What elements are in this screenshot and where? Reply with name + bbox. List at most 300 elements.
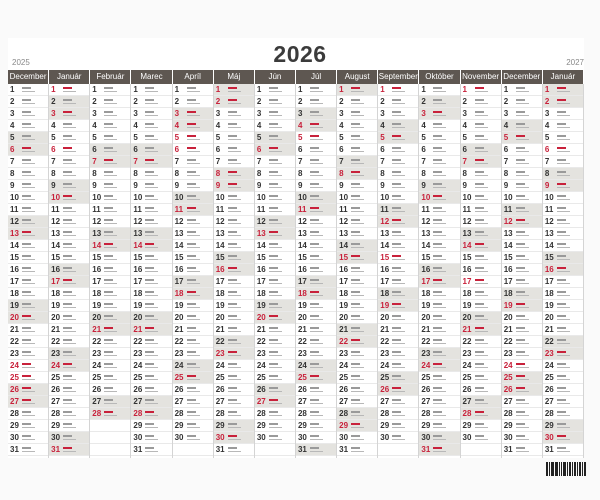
weekday-mark [516, 315, 525, 317]
weekday-mark [269, 207, 278, 209]
day-cell [296, 324, 336, 336]
day-number: 16 [174, 265, 184, 274]
day-number: 28 [544, 409, 554, 418]
day-cell [131, 180, 171, 192]
day-number: 6 [544, 145, 550, 154]
day-cell [8, 204, 48, 216]
day-cell [461, 204, 501, 216]
nameday-mark [22, 415, 35, 416]
nameday-mark [310, 283, 323, 284]
day-cell [296, 252, 336, 264]
day-number: 31 [10, 445, 19, 454]
weekday-mark [228, 267, 237, 269]
weekday-mark [187, 255, 196, 257]
day-cell [131, 84, 171, 96]
nameday-mark [145, 235, 158, 236]
day-cell [8, 432, 48, 444]
day-number: 12 [174, 217, 184, 226]
weekday-mark [22, 351, 31, 353]
nameday-mark [63, 163, 76, 164]
day-cell [49, 444, 89, 456]
day-number: 29 [462, 421, 472, 430]
weekday-mark [351, 195, 360, 197]
day-number: 9 [462, 181, 467, 190]
weekday-mark [433, 207, 442, 209]
day-number: 21 [380, 325, 390, 334]
day-cell [255, 372, 295, 384]
day-cell [90, 192, 130, 204]
day-number: 19 [10, 301, 19, 310]
nameday-mark [516, 247, 529, 248]
day-cell [543, 444, 583, 456]
nameday-mark [269, 379, 282, 380]
day-cell [173, 156, 213, 168]
weekday-mark [187, 351, 196, 353]
day-number: 6 [380, 145, 385, 154]
day-number: 6 [51, 145, 56, 154]
day-number: 24 [174, 361, 184, 370]
weekday-mark [516, 267, 525, 269]
day-cell [214, 420, 254, 432]
day-cell [419, 408, 459, 420]
day-cell [461, 300, 501, 312]
nameday-mark [145, 403, 158, 404]
weekday-mark [269, 399, 278, 401]
nameday-mark [228, 211, 241, 212]
nameday-mark [228, 103, 241, 104]
day-cell [502, 348, 542, 360]
weekday-mark [145, 147, 154, 149]
weekday-mark [145, 159, 154, 161]
weekday-mark [269, 195, 278, 197]
weekday-mark [187, 423, 196, 425]
nameday-mark [392, 163, 405, 164]
day-number: 21 [421, 325, 431, 334]
nameday-mark [557, 235, 570, 236]
weekday-mark [187, 111, 196, 113]
weekday-mark [351, 111, 360, 113]
day-number: 11 [215, 205, 225, 214]
day-cell [214, 312, 254, 324]
nameday-mark [228, 247, 241, 248]
day-number: 2 [133, 97, 138, 106]
nameday-mark [269, 319, 282, 320]
nameday-mark [269, 163, 282, 164]
day-number: 28 [339, 409, 349, 418]
day-cell [296, 408, 336, 420]
day-number: 25 [380, 373, 390, 382]
nameday-mark [351, 367, 364, 368]
day-cell [461, 444, 501, 456]
nameday-mark [228, 151, 241, 152]
nameday-mark [310, 379, 323, 380]
weekday-mark [557, 195, 566, 197]
weekday-mark [145, 123, 154, 125]
day-number: 10 [462, 193, 472, 202]
day-cell [337, 336, 377, 348]
day-number: 28 [215, 409, 225, 418]
day-number: 19 [421, 301, 431, 310]
weekday-mark [187, 411, 196, 413]
day-cell [296, 396, 336, 408]
nameday-mark [104, 331, 117, 332]
nameday-mark [269, 295, 282, 296]
month-header: August [337, 70, 378, 84]
day-number: 16 [92, 265, 102, 274]
nameday-mark [392, 415, 405, 416]
month-header: Január [543, 70, 584, 84]
day-cell [419, 108, 459, 120]
day-number: 25 [133, 373, 143, 382]
weekday-mark [516, 99, 525, 101]
nameday-mark [269, 391, 282, 392]
month-column [296, 84, 337, 458]
nameday-mark [310, 355, 323, 356]
day-number: 18 [10, 289, 19, 298]
weekday-mark [22, 171, 31, 173]
day-number: 29 [297, 421, 307, 430]
nameday-mark [310, 319, 323, 320]
weekday-mark [228, 207, 237, 209]
weekday-mark [228, 135, 237, 137]
day-number: 12 [380, 217, 390, 226]
day-number: 13 [51, 229, 61, 238]
day-cell [173, 312, 213, 324]
nameday-mark [433, 187, 446, 188]
weekday-mark [269, 243, 278, 245]
nameday-mark [145, 223, 158, 224]
nameday-mark [516, 91, 529, 92]
nameday-mark [104, 127, 117, 128]
day-cell [131, 228, 171, 240]
day-cell [419, 180, 459, 192]
nameday-mark [104, 379, 117, 380]
nameday-mark [557, 187, 570, 188]
day-cell [461, 264, 501, 276]
day-number: 19 [462, 301, 472, 310]
day-number: 8 [215, 169, 221, 178]
weekday-mark [22, 99, 31, 101]
weekday-mark [433, 279, 442, 281]
nameday-mark [557, 427, 570, 428]
day-cell [90, 156, 130, 168]
weekday-mark [63, 351, 72, 353]
weekday-mark [22, 183, 31, 185]
nameday-mark [22, 295, 35, 296]
day-cell [543, 300, 583, 312]
day-cell [49, 372, 89, 384]
weekday-mark [228, 183, 237, 185]
weekday-mark [269, 423, 278, 425]
nameday-mark [392, 271, 405, 272]
weekday-mark [557, 351, 566, 353]
day-cell [461, 288, 501, 300]
nameday-mark [22, 139, 35, 140]
weekday-mark [392, 291, 401, 293]
day-cell [461, 180, 501, 192]
weekday-mark [22, 87, 31, 89]
day-cell [90, 252, 130, 264]
nameday-mark [557, 295, 570, 296]
nameday-mark [475, 295, 488, 296]
day-cell [131, 276, 171, 288]
nameday-mark [22, 223, 35, 224]
nameday-mark [63, 319, 76, 320]
day-number: 21 [133, 325, 143, 334]
day-number: 17 [215, 277, 225, 286]
day-number: 11 [339, 205, 348, 214]
day-number: 13 [256, 229, 266, 238]
day-number: 27 [10, 397, 19, 406]
weekday-mark [475, 435, 484, 437]
weekday-mark [433, 315, 442, 317]
nameday-mark [433, 331, 446, 332]
weekday-mark [557, 87, 566, 89]
day-number: 17 [421, 277, 431, 286]
day-number: 18 [133, 289, 143, 298]
day-number: 12 [215, 217, 225, 226]
weekday-mark [351, 135, 360, 137]
nameday-mark [351, 187, 364, 188]
day-cell [337, 108, 377, 120]
day-cell [8, 168, 48, 180]
day-cell [419, 120, 459, 132]
day-number: 24 [133, 361, 143, 370]
day-cell [173, 228, 213, 240]
nameday-mark [22, 271, 35, 272]
day-cell [419, 252, 459, 264]
nameday-mark [269, 271, 282, 272]
day-cell [49, 180, 89, 192]
nameday-mark [516, 223, 529, 224]
nameday-mark [557, 355, 570, 356]
month-column [502, 84, 543, 458]
weekday-mark [145, 219, 154, 221]
day-number: 11 [10, 205, 19, 214]
day-number: 25 [51, 373, 61, 382]
nameday-mark [269, 127, 282, 128]
weekday-mark [63, 315, 72, 317]
nameday-mark [557, 247, 570, 248]
nameday-mark [145, 307, 158, 308]
day-number: 10 [215, 193, 225, 202]
day-number: 8 [421, 169, 426, 178]
day-cell [419, 324, 459, 336]
nameday-mark [351, 295, 364, 296]
weekday-mark [557, 315, 566, 317]
nameday-mark [557, 211, 570, 212]
day-cell [214, 120, 254, 132]
day-number: 11 [544, 205, 554, 214]
day-number: 25 [92, 373, 102, 382]
day-number: 3 [462, 109, 467, 118]
day-cell [214, 384, 254, 396]
weekday-mark [557, 447, 566, 449]
weekday-mark [516, 339, 525, 341]
month-column [378, 84, 419, 458]
day-cell [8, 108, 48, 120]
nameday-mark [475, 91, 488, 92]
weekday-mark [351, 291, 360, 293]
day-cell [8, 120, 48, 132]
month-column [419, 84, 460, 458]
nameday-mark [63, 235, 76, 236]
day-number: 26 [503, 385, 513, 394]
weekday-mark [310, 111, 319, 113]
nameday-mark [104, 271, 117, 272]
nameday-mark [104, 139, 117, 140]
nameday-mark [228, 379, 241, 380]
nameday-mark [310, 343, 323, 344]
weekday-mark [104, 243, 113, 245]
day-number: 7 [174, 157, 180, 166]
weekday-mark [269, 375, 278, 377]
day-number: 14 [51, 241, 61, 250]
day-number: 4 [297, 121, 303, 130]
nameday-mark [145, 151, 158, 152]
day-number: 24 [339, 361, 349, 370]
day-cell [214, 84, 254, 96]
day-cell [8, 96, 48, 108]
weekday-mark [516, 351, 525, 353]
weekday-mark [145, 327, 154, 329]
weekday-mark [433, 327, 442, 329]
day-number: 25 [503, 373, 513, 382]
day-number: 23 [339, 349, 349, 358]
weekday-mark [516, 411, 525, 413]
day-cell [502, 276, 542, 288]
weekday-mark [475, 363, 484, 365]
nameday-mark [187, 187, 200, 188]
day-cell [131, 408, 171, 420]
weekday-mark [351, 123, 360, 125]
day-number: 21 [297, 325, 307, 334]
day-number: 17 [256, 277, 266, 286]
day-number: 20 [421, 313, 431, 322]
day-number: 12 [133, 217, 143, 226]
day-cell [502, 168, 542, 180]
nameday-mark [187, 331, 200, 332]
weekday-mark [104, 315, 113, 317]
weekday-mark [22, 363, 31, 365]
month-header: Apríl [173, 70, 214, 84]
weekday-mark [228, 87, 237, 89]
nameday-mark [433, 163, 446, 164]
next-year-label: 2027 [566, 58, 584, 67]
weekday-mark [104, 339, 113, 341]
weekday-mark [392, 279, 401, 281]
day-number: 10 [503, 193, 513, 202]
weekday-mark [392, 375, 401, 377]
nameday-mark [269, 331, 282, 332]
day-number: 22 [92, 337, 102, 346]
nameday-mark [557, 403, 570, 404]
day-cell [8, 228, 48, 240]
day-cell [378, 132, 418, 144]
weekday-mark [392, 315, 401, 317]
day-cell [461, 384, 501, 396]
nameday-mark [433, 103, 446, 104]
day-cell [131, 432, 171, 444]
nameday-mark [433, 223, 446, 224]
weekday-mark [475, 231, 484, 233]
nameday-mark [310, 367, 323, 368]
nameday-mark [392, 331, 405, 332]
nameday-mark [557, 175, 570, 176]
weekday-mark [310, 351, 319, 353]
nameday-mark [187, 259, 200, 260]
weekday-mark [187, 219, 196, 221]
day-number: 10 [10, 193, 19, 202]
nameday-mark [516, 343, 529, 344]
day-cell [90, 120, 130, 132]
weekday-mark [22, 135, 31, 137]
day-cell [131, 156, 171, 168]
nameday-mark [22, 355, 35, 356]
day-number: 14 [544, 241, 554, 250]
nameday-mark [269, 343, 282, 344]
day-number: 15 [256, 253, 266, 262]
weekday-mark [557, 291, 566, 293]
nameday-mark [557, 415, 570, 416]
weekday-mark [22, 159, 31, 161]
day-number: 19 [380, 301, 390, 310]
day-cell [419, 204, 459, 216]
day-number: 7 [133, 157, 138, 166]
nameday-mark [269, 223, 282, 224]
weekday-mark [228, 159, 237, 161]
day-cell [378, 240, 418, 252]
nameday-mark [228, 355, 241, 356]
weekday-mark [310, 327, 319, 329]
nameday-mark [516, 235, 529, 236]
day-number: 7 [503, 157, 509, 166]
day-cell [90, 180, 130, 192]
nameday-mark [516, 211, 529, 212]
day-number: 27 [339, 397, 349, 406]
day-number: 26 [462, 385, 472, 394]
day-number: 18 [421, 289, 431, 298]
day-cell [378, 180, 418, 192]
nameday-mark [475, 439, 488, 440]
day-cell [90, 360, 130, 372]
nameday-mark [269, 235, 282, 236]
nameday-mark [475, 319, 488, 320]
weekday-mark [557, 375, 566, 377]
weekday-mark [516, 447, 525, 449]
day-number: 4 [133, 121, 138, 130]
weekday-mark [63, 423, 72, 425]
day-number: 24 [10, 361, 19, 370]
day-number: 21 [462, 325, 472, 334]
day-number: 7 [256, 157, 262, 166]
nameday-mark [145, 211, 158, 212]
day-number: 8 [174, 169, 180, 178]
nameday-mark [63, 211, 76, 212]
day-cell [419, 396, 459, 408]
nameday-mark [433, 91, 446, 92]
day-cell [378, 276, 418, 288]
day-number: 20 [297, 313, 307, 322]
nameday-mark [228, 403, 241, 404]
weekday-mark [516, 327, 525, 329]
day-number: 30 [503, 433, 513, 442]
day-cell [296, 240, 336, 252]
nameday-mark [63, 403, 76, 404]
day-number: 1 [215, 85, 221, 94]
day-number: 19 [174, 301, 184, 310]
day-cell [131, 204, 171, 216]
